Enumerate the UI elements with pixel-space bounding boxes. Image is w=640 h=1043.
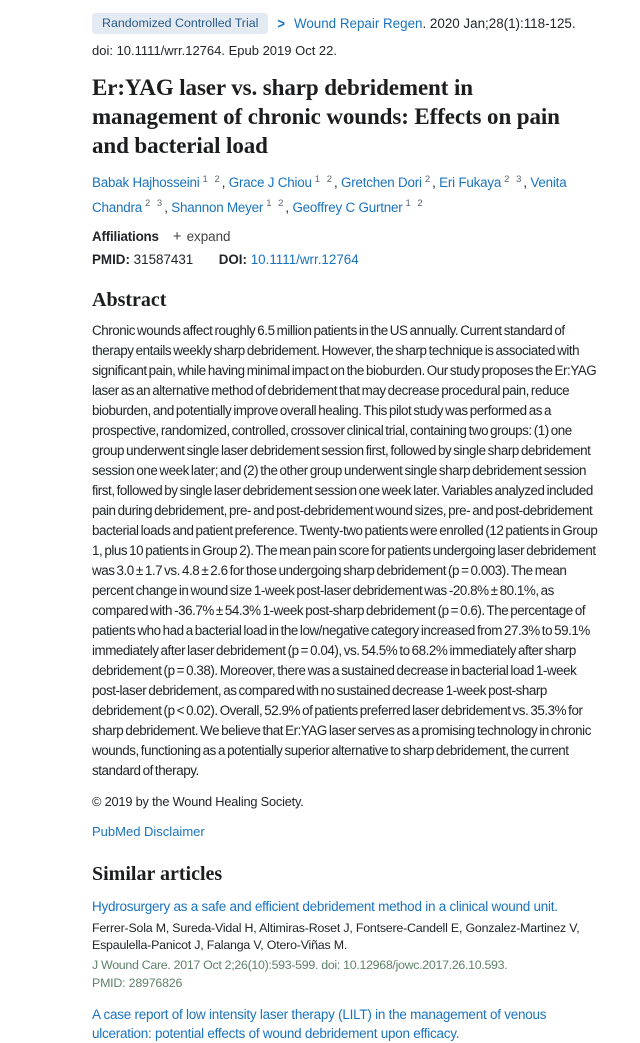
- author-affiliation-superscript: 2 3: [144, 198, 165, 210]
- author-item: [439, 175, 530, 190]
- abstract-heading: Abstract: [92, 288, 167, 311]
- author-item: [229, 175, 341, 190]
- author-link[interactable]: Babak Hajhosseini: [92, 175, 200, 191]
- author-affiliation-superscript: 1 2: [266, 198, 286, 210]
- abstract-section: [92, 289, 600, 841]
- similar-article-title-link[interactable]: A case report of low intensity laser therapy (LILT) in the management of venous ulceration: potential effects of wound debridement upon efficacy.: [92, 1006, 547, 1041]
- author-item: [171, 200, 292, 215]
- similar-article-pmid: PMID: 28976826: [92, 975, 183, 990]
- expand-label: expand: [186, 228, 231, 244]
- journal-link[interactable]: Wound Repair Regen: [293, 16, 423, 31]
- doi-epub-line: doi: 10.1111/wrr.12764. Epub 2019 Oct 22.: [92, 43, 338, 58]
- similar-articles-section: [92, 863, 600, 1043]
- doi-label: DOI:: [218, 251, 247, 267]
- author-affiliation-superscript: 2 3: [504, 174, 524, 185]
- affiliations-label: Affiliations: [92, 228, 159, 244]
- citation-suffix: . 2020 Jan;28(1):118-125.: [422, 16, 576, 31]
- plus-icon: +: [172, 227, 182, 245]
- author-item: [341, 175, 439, 190]
- similar-article-title-link[interactable]: Hydrosurgery as a safe and efficient debridement method in a clinical wound unit.: [92, 898, 558, 914]
- author-affiliation-superscript: 1 2: [405, 198, 425, 210]
- author-item: [92, 175, 229, 190]
- author-link[interactable]: Grace J Chiou: [228, 175, 312, 191]
- author-item: [292, 200, 424, 215]
- abstract-text: Chronic wounds affect roughly 6.5 million patients in the US annually. Current standard of therapy entails weekly sharp debridement. However, the sharp technique is associated with significant pain, while having minimal impact on the bioburden. Our study proposes the Er:YAG laser as an alternative method of debridement that may decrease procedural pain, reduce bioburden, and potentially improve overall healing. This pilot study was performed as a prospective, randomized, controlled, crossover clinical trial, containing two groups: (1) one group underwent single laser debridement session first, followed by single sharp debridement session one week later; and (2) the other group underwent single sharp debridement session first, followed by single laser debridement session one week later. Variables analyzed included pain during debridement, pre- and post-debridement wound sizes, pre- and post-debridement bacterial loads and patient preference. Twenty-two patients were enrolled (12 patients in Group 1, plus 10 patients in Group 2). The mean pain score for patients undergoing laser debridement was 3.0 ± 1.7 vs. 4.8 ± 2.6 for those undergoing sharp debridement (p = 0.003). The mean percent change in wound size 1-week post-laser debridement was -20.8% ± 80.1%, as compared with -36.7% ± 54.3% 1-week post-sharp debridement (p = 0.6). The percentage of patients who had a bacterial load in the low/negative category increased from 27.3% to 59.1% immediately after laser debridement (p = 0.04), vs. 54.5% to 68.2% immediately after sharp debridement (p = 0.38). Moreover, there was a sustained decrease in bacterial load 1-week post-laser debridement, as compared with no sustained decrease 1-week post-sharp debridement (p < 0.02). Overall, 52.9% of patients preferred laser debridement vs. 35.3% for sharp debridement. We believe that Er:YAG laser serves as a promising technology in chronic wounds, functioning as a potentially superior alternative to sharp debridement, the current standard of therapy.: [92, 322, 598, 778]
- similar-article-authors: Ferrer-Sola M, Sureda-Vidal H, Altimiras-Roset J, Fontsere-Candell E, Gonzalez-Martinez V, Espaulella-Panicot J, Falanga V, Otero-Viñas M.: [92, 920, 580, 952]
- journal-citation: [294, 16, 576, 31]
- pmid-value: 31587431: [133, 251, 194, 267]
- author-separator: ,: [523, 175, 531, 191]
- pubmed-disclaimer-link[interactable]: PubMed Disclaimer: [92, 823, 205, 839]
- chevron-right-icon: >: [277, 14, 285, 33]
- author-affiliation-superscript: 1 2: [314, 174, 334, 185]
- similar-articles-list: [92, 897, 600, 1043]
- author-link[interactable]: Gretchen Dori: [341, 175, 422, 191]
- citation-header: [92, 13, 600, 34]
- author-link[interactable]: Venita Chandra: [92, 175, 567, 215]
- similar-article-item: [92, 1005, 600, 1043]
- author-separator: ,: [432, 175, 440, 191]
- author-separator: ,: [285, 199, 293, 215]
- author-separator: ,: [334, 175, 342, 191]
- author-link[interactable]: Shannon Meyer: [171, 199, 264, 215]
- author-separator: ,: [221, 175, 229, 191]
- publication-type-badge[interactable]: Randomized Controlled Trial: [92, 13, 268, 34]
- similar-article-citation: J Wound Care. 2017 Oct 2;26(10):593-599. doi: 10.12968/jowc.2017.26.10.593.: [92, 957, 508, 972]
- similar-articles-heading: Similar articles: [92, 862, 223, 885]
- author-affiliation-superscript: 2: [424, 174, 433, 185]
- doi-link[interactable]: 10.1111/wrr.12764: [250, 251, 359, 267]
- author-affiliation-superscript: 1 2: [202, 174, 222, 185]
- identifiers-row: [92, 252, 600, 267]
- expand-affiliations-button[interactable]: [173, 229, 231, 244]
- author-link[interactable]: Eri Fukaya: [439, 175, 502, 191]
- author-list: [92, 169, 572, 218]
- similar-article-item: [92, 897, 600, 990]
- author-separator: ,: [164, 199, 172, 215]
- pmid-label: PMID:: [92, 251, 130, 267]
- copyright-notice: © 2019 by the Wound Healing Society.: [92, 793, 304, 809]
- page-title: Er:YAG laser vs. sharp debridement in management of chronic wounds: Effects on pain and bacterial load: [92, 75, 560, 158]
- author-link[interactable]: Geoffrey C Gurtner: [292, 199, 403, 215]
- affiliations-row: [92, 229, 600, 244]
